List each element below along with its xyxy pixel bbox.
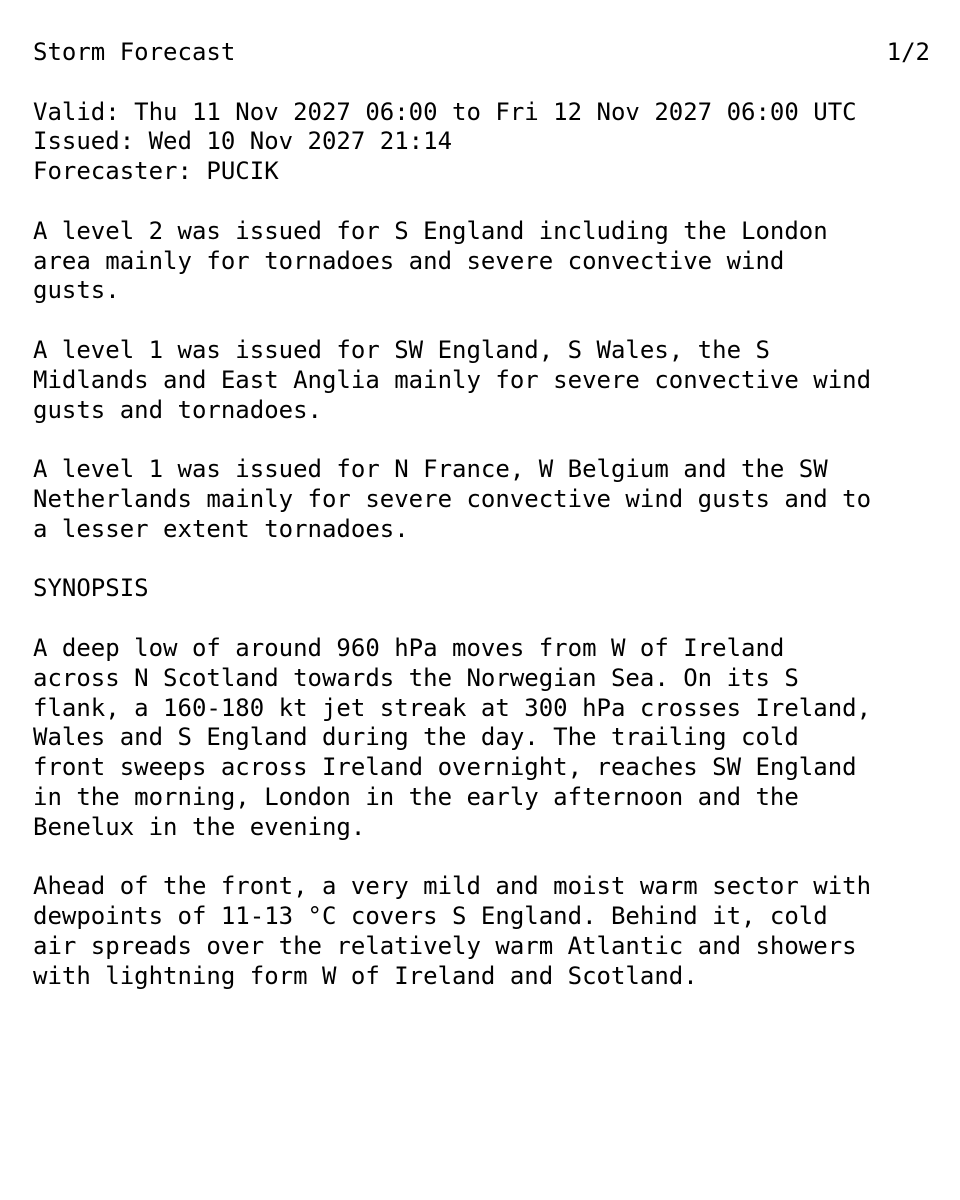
paragraph-line: across N Scotland towards the Norwegian Sea. On its S (33, 663, 799, 692)
synopsis-paragraph-1 (33, 634, 933, 843)
synopsis-heading: SYNOPSIS (33, 574, 149, 603)
paragraph-line: Midlands and East Anglia mainly for severe convective wind (33, 365, 872, 394)
level1-continent-paragraph (33, 455, 933, 544)
synopsis-heading-block (33, 574, 933, 604)
paragraph-line: A level 1 was issued for N France, W Belgium and the SW (33, 455, 828, 484)
paragraph-line: a lesser extent tornadoes. (33, 514, 409, 543)
paragraph-line: flank, a 160-180 kt jet streak at 300 hPa crosses Ireland, (33, 693, 872, 722)
forecast-document (33, 38, 933, 992)
document-title: Storm Forecast (33, 38, 236, 66)
paragraph-line: gusts. (33, 276, 120, 305)
valid-period: Valid: Thu 11 Nov 2027 06:00 to Fri 12 Nov 2027 06:00 UTC (33, 97, 857, 126)
paragraph-line: dewpoints of 11-13 °C covers S England. Behind it, cold (33, 902, 828, 931)
forecaster-name: Forecaster: PUCIK (33, 157, 279, 186)
forecast-meta (33, 98, 933, 187)
level1-uk-paragraph (33, 336, 933, 425)
paragraph-line: Wales and S England during the day. The trailing cold (33, 723, 799, 752)
synopsis-paragraph-2 (33, 872, 933, 991)
paragraph-line: in the morning, London in the early afternoon and the (33, 782, 799, 811)
document-header (33, 38, 930, 68)
paragraph-line: gusts and tornadoes. (33, 395, 322, 424)
paragraph-line: air spreads over the relatively warm Atlantic and showers (33, 931, 857, 960)
paragraph-line: with lightning form W of Ireland and Scotland. (33, 961, 698, 990)
paragraph-line: area mainly for tornadoes and severe convective wind (33, 246, 785, 275)
level2-paragraph (33, 217, 933, 306)
paragraph-line: A deep low of around 960 hPa moves from W of Ireland (33, 633, 785, 662)
page-number: 1/2 (886, 38, 930, 66)
paragraph-line: front sweeps across Ireland overnight, reaches SW England (33, 753, 857, 782)
paragraph-line: Benelux in the evening. (33, 812, 366, 841)
issued-time: Issued: Wed 10 Nov 2027 21:14 (33, 127, 453, 156)
paragraph-line: Netherlands mainly for severe convective wind gusts and to (33, 484, 872, 513)
paragraph-line: A level 2 was issued for S England including the London (33, 216, 828, 245)
paragraph-line: Ahead of the front, a very mild and moist warm sector with (33, 872, 872, 901)
paragraph-line: A level 1 was issued for SW England, S Wales, the S (33, 335, 770, 364)
